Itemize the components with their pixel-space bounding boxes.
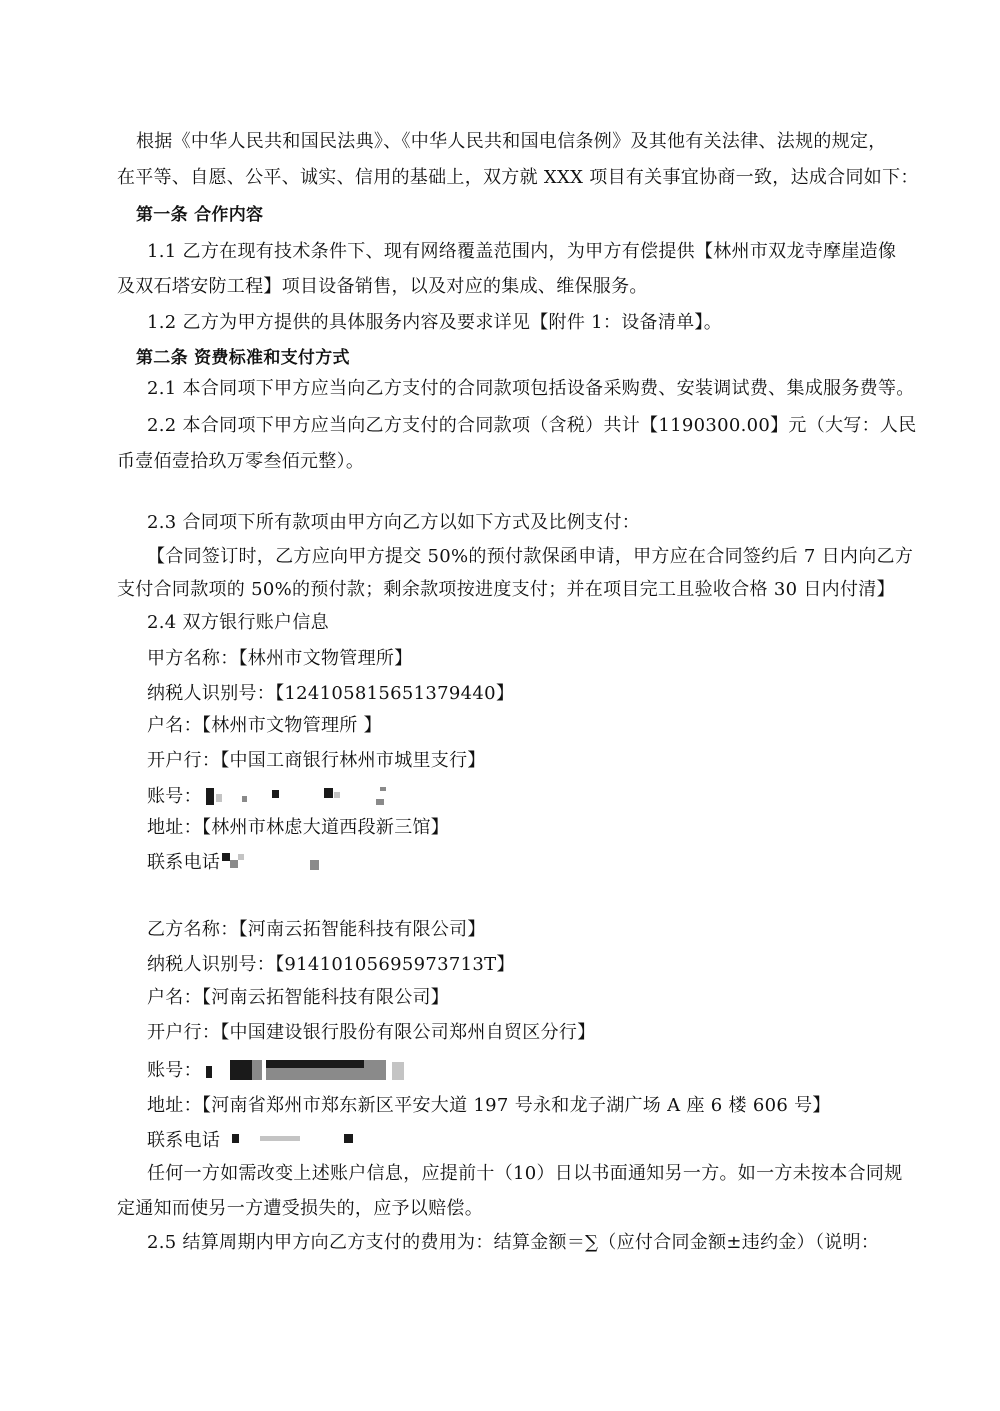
clause-2-5: 2.5 结算周期内甲方向乙方支付的费用为：结算金额＝∑（应付合同金额±违约金）（说明： bbox=[147, 1232, 880, 1253]
clause-2-1: 2.1 本合同项下甲方应当向乙方支付的合同款项包括设备采购费、安装调试费、集成服务费等。 bbox=[147, 378, 915, 399]
party-a-phone-label: 联系电话 bbox=[147, 852, 221, 873]
party-b-bank: 开户行：【中国建设银行股份有限公司郑州自贸区分行】 bbox=[147, 1022, 596, 1043]
party-a-account-label: 账号： bbox=[147, 786, 202, 807]
article-2-heading: 第二条 资费标准和支付方式 bbox=[136, 348, 350, 368]
party-b-account-name: 户名：【河南云拓智能科技有限公司】 bbox=[147, 987, 450, 1008]
party-b-name: 乙方名称：【河南云拓智能科技有限公司】 bbox=[147, 919, 486, 940]
clause-2-2-line-1: 2.2 本合同项下甲方应当向乙方支付的合同款项（含税）共计【1190300.00】元（大写：人民 bbox=[147, 415, 917, 436]
party-a-name: 甲方名称：【林州市文物管理所】 bbox=[147, 648, 413, 669]
party-b-address: 地址：【河南省郑州市郑东新区平安大道 197 号永和龙子湖广场 A 座 6 楼 606 号】 bbox=[147, 1095, 831, 1116]
clause-1-1-line-2: 及双石塔安防工程】项目设备销售，以及对应的集成、维保服务。 bbox=[117, 276, 648, 297]
party-a-phone-redaction bbox=[220, 850, 340, 872]
intro-line-1: 根据《中华人民共和国民法典》、《中华人民共和国电信条例》及其他有关法律、法规的规定， bbox=[136, 131, 887, 152]
party-b-phone-redaction bbox=[220, 1128, 360, 1150]
party-a-account-name: 户名：【林州市文物管理所 】 bbox=[147, 715, 382, 736]
party-b-account-row bbox=[147, 1058, 412, 1083]
party-b-phone-row bbox=[147, 1128, 360, 1153]
party-a-account-redaction bbox=[202, 784, 402, 806]
clause-2-3: 2.3 合同项下所有款项由甲方向乙方以如下方式及比例支付： bbox=[147, 512, 641, 533]
notice-line-2: 定通知而使另一方遭受损失的，应予以赔偿。 bbox=[117, 1198, 483, 1219]
party-a-phone-row bbox=[147, 850, 340, 875]
party-b-account-label: 账号： bbox=[147, 1060, 202, 1081]
party-a-address: 地址：【林州市林虑大道西段新三馆】 bbox=[147, 817, 450, 838]
party-b-account-redaction bbox=[202, 1058, 412, 1080]
clause-1-1-line-1: 1.1 乙方在现有技术条件下、现有网络覆盖范围内，为甲方有偿提供【林州市双龙寺摩崖造像 bbox=[147, 241, 897, 262]
clause-1-2: 1.2 乙方为甲方提供的具体服务内容及要求详见【附件 1：设备清单】。 bbox=[147, 312, 723, 333]
clause-2-2-line-2: 币壹佰壹拾玖万零叁佰元整）。 bbox=[117, 451, 365, 472]
payment-terms-line-2: 支付合同款项的 50%的预付款；剩余款项按进度支付；并在项目完工且验收合格 30 日内付清】 bbox=[117, 579, 895, 600]
party-a-bank: 开户行：【中国工商银行林州市城里支行】 bbox=[147, 750, 486, 771]
party-b-phone-label: 联系电话 bbox=[147, 1130, 221, 1151]
intro-line-2: 在平等、自愿、公平、诚实、信用的基础上，双方就 XXX 项目有关事宜协商一致，达成合同如下： bbox=[117, 167, 919, 188]
party-a-account-row bbox=[147, 784, 402, 809]
party-b-tax-id: 纳税人识别号：【91410105695973713T】 bbox=[147, 954, 515, 975]
notice-line-1: 任何一方如需改变上述账户信息，应提前十（10）日以书面通知另一方。如一方未按本合同规 bbox=[147, 1163, 903, 1184]
clause-2-4: 2.4 双方银行账户信息 bbox=[147, 612, 329, 633]
party-a-tax-id: 纳税人识别号：【124105815651379440】 bbox=[147, 683, 515, 704]
payment-terms-line-1: 【合同签订时，乙方应向甲方提交 50%的预付款保函申请，甲方应在合同签约后 7 日内向乙方 bbox=[147, 546, 914, 567]
article-1-heading: 第一条 合作内容 bbox=[136, 205, 264, 225]
